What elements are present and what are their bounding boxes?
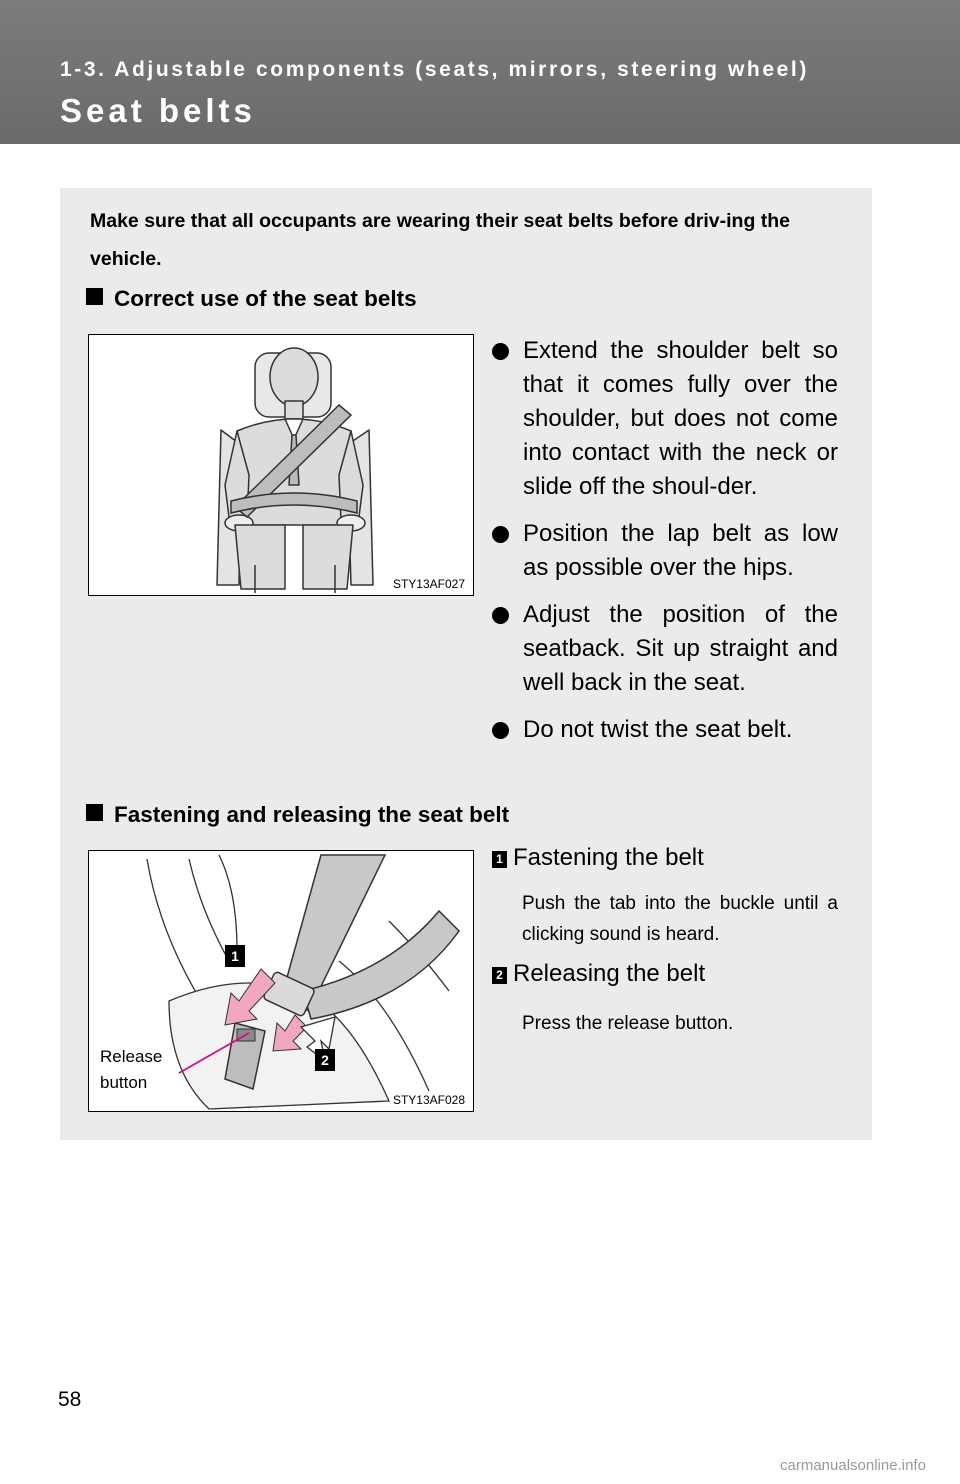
step-description: Press the release button. <box>522 1013 734 1034</box>
step-title <box>492 844 704 872</box>
square-bullet-icon <box>86 288 103 305</box>
bullet-dot-icon <box>492 526 509 543</box>
bullet-list <box>492 334 838 760</box>
subheading-label: Fastening and releasing the seat belt <box>114 802 510 827</box>
bullet-text: Do not twist the seat belt. <box>523 716 793 743</box>
step-label: Fastening the belt <box>513 844 704 871</box>
page-number: 58 <box>58 1388 82 1411</box>
subheading-correct-use <box>86 286 417 312</box>
bullet-dot-icon <box>492 607 509 624</box>
figure-code: STY13AF027 <box>392 577 465 591</box>
bullet-item <box>492 598 838 700</box>
bullet-dot-icon <box>492 722 509 739</box>
page-title: Seat belts <box>60 92 256 129</box>
step-number: 2 <box>492 967 507 984</box>
section-title: 1-3. Adjustable components (seats, mirrors, steering wheel) <box>60 58 809 81</box>
bullet-dot-icon <box>492 343 509 360</box>
step-description: Push the tab into the buckle until a clicking sound is heard. <box>522 893 838 945</box>
seated-occupant-illustration <box>89 335 473 595</box>
figure-code: STY13AF028 <box>392 1093 465 1107</box>
bullet-item <box>492 517 838 585</box>
step-label: Releasing the belt <box>513 960 706 987</box>
square-bullet-icon <box>86 804 103 821</box>
bullet-text: Position the lap belt as low as possible over the hips. <box>523 520 838 581</box>
figure-step-number: 2 <box>315 1049 335 1071</box>
intro-text: Make sure that all occupants are wearing their seat belts before driv-ing the vehicle. <box>90 210 791 270</box>
page-header <box>0 0 960 144</box>
watermark: carmanualsonline.info <box>780 1457 926 1474</box>
bullet-item <box>492 713 838 747</box>
subheading-fastening <box>86 802 509 828</box>
bullet-item <box>492 334 838 504</box>
figure-seated-occupant <box>88 334 474 596</box>
figure-step-number: 1 <box>225 945 245 967</box>
bullet-text: Extend the shoulder belt so that it comes fully over the shoulder, but does not come into contact with the neck or slide off the shoul-der. <box>523 337 838 500</box>
subheading-label: Correct use of the seat belts <box>114 286 417 311</box>
step-title <box>492 960 705 988</box>
bullet-text: Adjust the position of the seatback. Sit up straight and well back in the seat. <box>523 601 838 696</box>
release-button-label: Release button <box>100 1047 163 1092</box>
step-number: 1 <box>492 851 507 868</box>
